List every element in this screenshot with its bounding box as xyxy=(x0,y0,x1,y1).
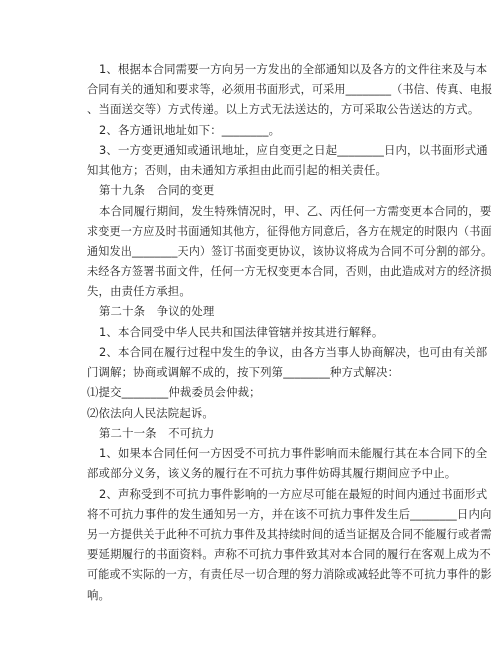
clause-20-item-2-line-2: 门调解；协商或调解不成的，按下列第________种方式解决： xyxy=(87,365,400,379)
clause-18-item-3-line-2: 知其他方；否则，由未通知方承担由此而引起的相关责任。 xyxy=(87,163,388,177)
clause-19-body-line-4: 未经各方签署书面文件，任何一方无权变更本合同，否则，由此造成对方的经济损 xyxy=(87,265,492,278)
clause-18-item-1-line-3: 、当面送交等）方式传递。以上方式无法送达的，方可采取公告送达的方式。 xyxy=(87,102,480,116)
clause-21-item-2-line-5: 可能或不实际的一方，有责任尽一切合理的努力消除或减轻此等不可抗力事件的影 xyxy=(87,568,492,581)
clause-21-item-2-line-3: 另一方提供关于此种不可抗力事件及其持续时间的适当证据及合同不能履行或者需 xyxy=(87,528,492,541)
clause-20-option-1: ⑴提交________仲裁委员会仲裁； xyxy=(87,385,261,399)
clause-21-item-2-line-6: 响。 xyxy=(87,588,111,602)
clause-19-heading: 第十九条 合同的变更 xyxy=(99,183,215,197)
clause-20-option-2: ⑵依法向人民法院起诉。 xyxy=(87,406,214,420)
clause-21-item-1-line-1: 1、如果本合同任何一方因受不可抗力事件影响而未能履行其在本合同下的全 xyxy=(99,446,488,460)
clause-18-item-1-line-1: 1、根据本合同需要一方向另一方发出的全部通知以及各方的文件往来及与本 xyxy=(99,62,488,76)
clause-18-item-1-line-2: 合同有关的通知和要求等，必须用书面形式，可采用________（书信、传真、电报 xyxy=(87,83,493,96)
clause-19-body-line-2: 求变更一方应及时书面通知其他方，征得他方同意后，各方在规定的时限内（书面 xyxy=(87,225,492,238)
clause-21-item-1-line-2: 部或部分义务，该义务的履行在不可抗力事件妨碍其履行期间应予中止。 xyxy=(87,466,457,480)
clause-19-body-line-5: 失，由责任方承担。 xyxy=(87,284,191,298)
clause-21-item-2-line-1: 2、声称受到不可抗力事件影响的一方应尽可能在最短的时间内通过书面形式 xyxy=(99,487,488,501)
clause-20-item-1: 1、本合同受中华人民共和国法律管辖并按其进行解释。 xyxy=(99,325,384,339)
clause-19-body-line-1: 本合同履行期间，发生特殊情况时，甲、乙、丙任何一方需变更本合同的，要 xyxy=(99,204,492,218)
clause-21-item-2-line-2: 将不可抗力事件的发生通知另一方，并在该不可抗力事件发生后________日内向 xyxy=(87,507,492,521)
clause-20-heading: 第二十条 争议的处理 xyxy=(99,304,215,318)
clause-18-item-2: 2、各方通讯地址如下：________。 xyxy=(99,123,281,137)
clause-18-item-3-line-1: 3、一方变更通知或通讯地址，应自变更之日起________日内，以书面形式通 xyxy=(99,143,488,157)
clause-20-item-2-line-1: 2、本合同在履行过程中发生的争议，由各方当事人协商解决，也可由有关部 xyxy=(99,345,488,359)
clause-19-body-line-3: 通知发出________天内）签订书面变更协议，该协议将成为合同不可分割的部分。 xyxy=(87,245,493,258)
clause-21-item-2-line-4: 要延期履行的书面资料。声称不可抗力事件致其对本合同的履行在客观上成为不 xyxy=(87,547,491,561)
clause-21-heading: 第二十一条 不可抗力 xyxy=(99,426,215,440)
